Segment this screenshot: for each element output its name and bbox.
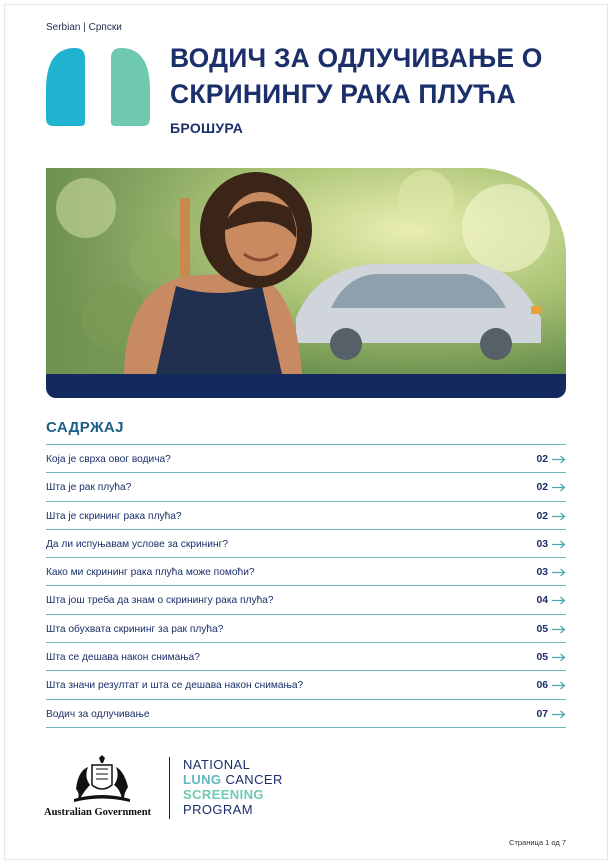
toc-item-label: Водич за одлучивање — [46, 708, 150, 720]
toc-item-page: 06 — [536, 680, 548, 692]
arrow-right-icon — [552, 596, 566, 605]
toc-item-label: Шта се дешава након снимања? — [46, 652, 200, 664]
toc-item[interactable] — [46, 671, 566, 699]
arrow-right-icon — [552, 710, 566, 719]
arrow-right-icon — [552, 455, 566, 464]
australian-coat-of-arms-icon — [72, 755, 132, 803]
logo-divider — [169, 757, 170, 819]
page-title: ВОДИЧ ЗА ОДЛУЧИВАЊЕ О СКРИНИНГУ РАКА ПЛУЋА — [170, 43, 543, 109]
toc-item[interactable] — [46, 530, 566, 558]
toc-item-page: 03 — [536, 567, 548, 579]
arrow-right-icon — [552, 653, 566, 662]
toc-item-page: 05 — [536, 623, 548, 635]
footer-logos — [44, 755, 304, 821]
toc-item-page: 03 — [536, 538, 548, 550]
toc-heading: САДРЖАЈ — [46, 419, 124, 436]
toc-item-page: 07 — [536, 708, 548, 720]
program-logo — [183, 757, 283, 817]
hero-photo — [46, 168, 566, 374]
toc-item[interactable] — [46, 700, 566, 728]
language-label: Serbian | Српски — [46, 22, 122, 33]
toc-item-label: Шта значи резултат и шта се дешава након снимања? — [46, 680, 304, 692]
toc-item[interactable] — [46, 615, 566, 643]
arrow-right-icon — [552, 483, 566, 492]
gov-name: Australian Government — [44, 807, 152, 818]
arrow-right-icon — [552, 568, 566, 577]
toc-item[interactable] — [46, 586, 566, 614]
toc-item[interactable] — [46, 473, 566, 501]
toc-item-label: Да ли испуњавам услове за скрининг? — [46, 538, 228, 550]
program-line: LUNG — [183, 772, 222, 787]
program-line: PROGRAM — [183, 802, 253, 817]
program-line: NATIONAL — [183, 757, 251, 772]
program-line: CANCER — [221, 772, 283, 787]
toc-item-label: Шта је рак плућа? — [46, 482, 132, 494]
program-line: SCREENING — [183, 787, 264, 802]
table-of-contents — [46, 445, 566, 728]
toc-item[interactable] — [46, 502, 566, 530]
toc-item[interactable] — [46, 643, 566, 671]
arrow-right-icon — [552, 540, 566, 549]
toc-item-label: Шта је скрининг рака плућа? — [46, 510, 182, 522]
page-subtitle: БРОШУРА — [170, 120, 244, 136]
toc-item[interactable] — [46, 445, 566, 473]
toc-item-label: Шта обухвата скрининг за рак плућа? — [46, 623, 224, 635]
arrow-right-icon — [552, 681, 566, 690]
arrow-right-icon — [552, 512, 566, 521]
toc-item-label: Како ми скрининг рака плућа може помоћи? — [46, 567, 255, 579]
page-number: Страница 1 од 7 — [509, 838, 566, 847]
arrow-right-icon — [552, 625, 566, 634]
toc-item-page: 02 — [536, 454, 548, 465]
toc-item-label: Шта још треба да знам о скринингу рака плућа? — [46, 595, 274, 607]
lungs-logo-icon — [45, 46, 151, 128]
hero-band — [46, 374, 566, 398]
toc-item-label: Која је сврха овог водича? — [46, 454, 171, 465]
toc-item-page: 02 — [536, 510, 548, 522]
toc-item[interactable] — [46, 558, 566, 586]
toc-item-page: 02 — [536, 482, 548, 494]
toc-item-page: 04 — [536, 595, 548, 607]
toc-item-page: 05 — [536, 652, 548, 664]
hero-image — [46, 168, 566, 398]
